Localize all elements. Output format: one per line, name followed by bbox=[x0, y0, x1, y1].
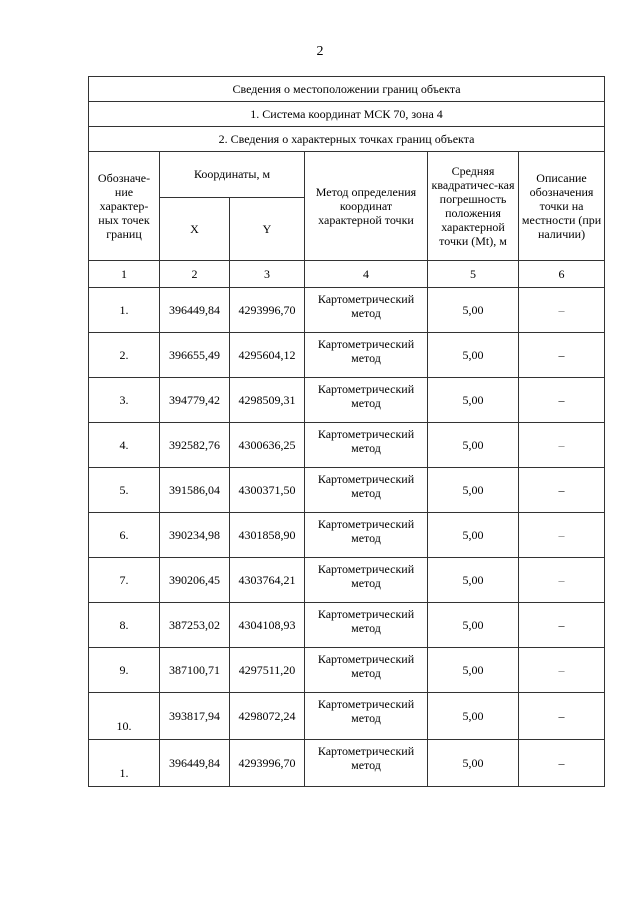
header-y: Y bbox=[230, 197, 305, 260]
header-method: Метод определения координат характерной точки bbox=[305, 152, 428, 261]
table-row bbox=[89, 288, 605, 333]
header-description: Описание обозначения точки на местности (при наличии) bbox=[519, 152, 605, 261]
column-number: 5 bbox=[428, 261, 519, 288]
method: Картометрический метод bbox=[305, 648, 428, 693]
coord-x: 396449,84 bbox=[160, 740, 230, 787]
column-number: 2 bbox=[160, 261, 230, 288]
coord-y: 4293996,70 bbox=[230, 740, 305, 787]
table-row bbox=[89, 740, 605, 787]
point-id: 2. bbox=[89, 333, 160, 378]
point-id: 1. bbox=[89, 740, 160, 787]
point-id: 9. bbox=[89, 648, 160, 693]
method: Картометрический метод bbox=[305, 333, 428, 378]
point-description: – bbox=[519, 603, 605, 648]
coord-y: 4298509,31 bbox=[230, 378, 305, 423]
column-number: 1 bbox=[89, 261, 160, 288]
method: Картометрический метод bbox=[305, 740, 428, 787]
coord-y: 4298072,24 bbox=[230, 693, 305, 740]
accuracy-mt: 5,00 bbox=[428, 288, 519, 333]
method: Картометрический метод bbox=[305, 693, 428, 740]
header-designation: Обозначе-ние характер-ных точек границ bbox=[89, 152, 160, 261]
point-id: 1. bbox=[89, 288, 160, 333]
header-accuracy: Средняя квадратичес-кая погрешность положения характерной точки (Mt), м bbox=[428, 152, 519, 261]
point-description: – bbox=[519, 513, 605, 558]
page-number: 2 bbox=[316, 44, 324, 59]
accuracy-mt: 5,00 bbox=[428, 648, 519, 693]
point-description: – bbox=[519, 740, 605, 787]
coord-x: 387253,02 bbox=[160, 603, 230, 648]
point-description: – bbox=[519, 333, 605, 378]
table-row bbox=[89, 693, 605, 740]
header-coordinates: Координаты, м bbox=[160, 152, 305, 198]
coord-y: 4304108,93 bbox=[230, 603, 305, 648]
coord-x: 392582,76 bbox=[160, 423, 230, 468]
method: Картометрический метод bbox=[305, 288, 428, 333]
point-description: – bbox=[519, 288, 605, 333]
point-description: – bbox=[519, 558, 605, 603]
coord-y: 4297511,20 bbox=[230, 648, 305, 693]
coord-x: 394779,42 bbox=[160, 378, 230, 423]
coord-x: 393817,94 bbox=[160, 693, 230, 740]
point-description: – bbox=[519, 378, 605, 423]
table-row bbox=[89, 468, 605, 513]
point-id: 7. bbox=[89, 558, 160, 603]
accuracy-mt: 5,00 bbox=[428, 333, 519, 378]
coord-x: 390234,98 bbox=[160, 513, 230, 558]
table-row bbox=[89, 423, 605, 468]
method: Картометрический метод bbox=[305, 468, 428, 513]
point-id: 4. bbox=[89, 423, 160, 468]
section-title: 2. Сведения о характерных точках границ объекта bbox=[89, 127, 605, 152]
method: Картометрический метод bbox=[305, 423, 428, 468]
method: Картометрический метод bbox=[305, 513, 428, 558]
column-number: 4 bbox=[305, 261, 428, 288]
coord-y: 4303764,21 bbox=[230, 558, 305, 603]
method: Картометрический метод bbox=[305, 603, 428, 648]
coord-x: 396449,84 bbox=[160, 288, 230, 333]
coord-y: 4295604,12 bbox=[230, 333, 305, 378]
point-id: 8. bbox=[89, 603, 160, 648]
method: Картометрический метод bbox=[305, 558, 428, 603]
accuracy-mt: 5,00 bbox=[428, 513, 519, 558]
point-id: 6. bbox=[89, 513, 160, 558]
coord-x: 390206,45 bbox=[160, 558, 230, 603]
point-description: – bbox=[519, 423, 605, 468]
point-description: – bbox=[519, 648, 605, 693]
accuracy-mt: 5,00 bbox=[428, 468, 519, 513]
table-title: Сведения о местоположении границ объекта bbox=[89, 77, 605, 102]
coordinate-system: 1. Система координат МСК 70, зона 4 bbox=[89, 102, 605, 127]
column-number: 3 bbox=[230, 261, 305, 288]
coord-y: 4293996,70 bbox=[230, 288, 305, 333]
coord-y: 4301858,90 bbox=[230, 513, 305, 558]
point-id: 5. bbox=[89, 468, 160, 513]
table-row bbox=[89, 558, 605, 603]
method: Картометрический метод bbox=[305, 378, 428, 423]
accuracy-mt: 5,00 bbox=[428, 378, 519, 423]
accuracy-mt: 5,00 bbox=[428, 693, 519, 740]
accuracy-mt: 5,00 bbox=[428, 558, 519, 603]
point-id: 10. bbox=[89, 693, 160, 740]
coord-y: 4300636,25 bbox=[230, 423, 305, 468]
table-row bbox=[89, 603, 605, 648]
boundary-points-table bbox=[88, 76, 605, 787]
table-row bbox=[89, 648, 605, 693]
accuracy-mt: 5,00 bbox=[428, 603, 519, 648]
column-number: 6 bbox=[519, 261, 605, 288]
accuracy-mt: 5,00 bbox=[428, 740, 519, 787]
table-row bbox=[89, 513, 605, 558]
coord-x: 391586,04 bbox=[160, 468, 230, 513]
point-description: – bbox=[519, 693, 605, 740]
coord-x: 387100,71 bbox=[160, 648, 230, 693]
table-row bbox=[89, 378, 605, 423]
coord-x: 396655,49 bbox=[160, 333, 230, 378]
header-x: X bbox=[160, 197, 230, 260]
table-row bbox=[89, 333, 605, 378]
point-description: – bbox=[519, 468, 605, 513]
accuracy-mt: 5,00 bbox=[428, 423, 519, 468]
coord-y: 4300371,50 bbox=[230, 468, 305, 513]
point-id: 3. bbox=[89, 378, 160, 423]
